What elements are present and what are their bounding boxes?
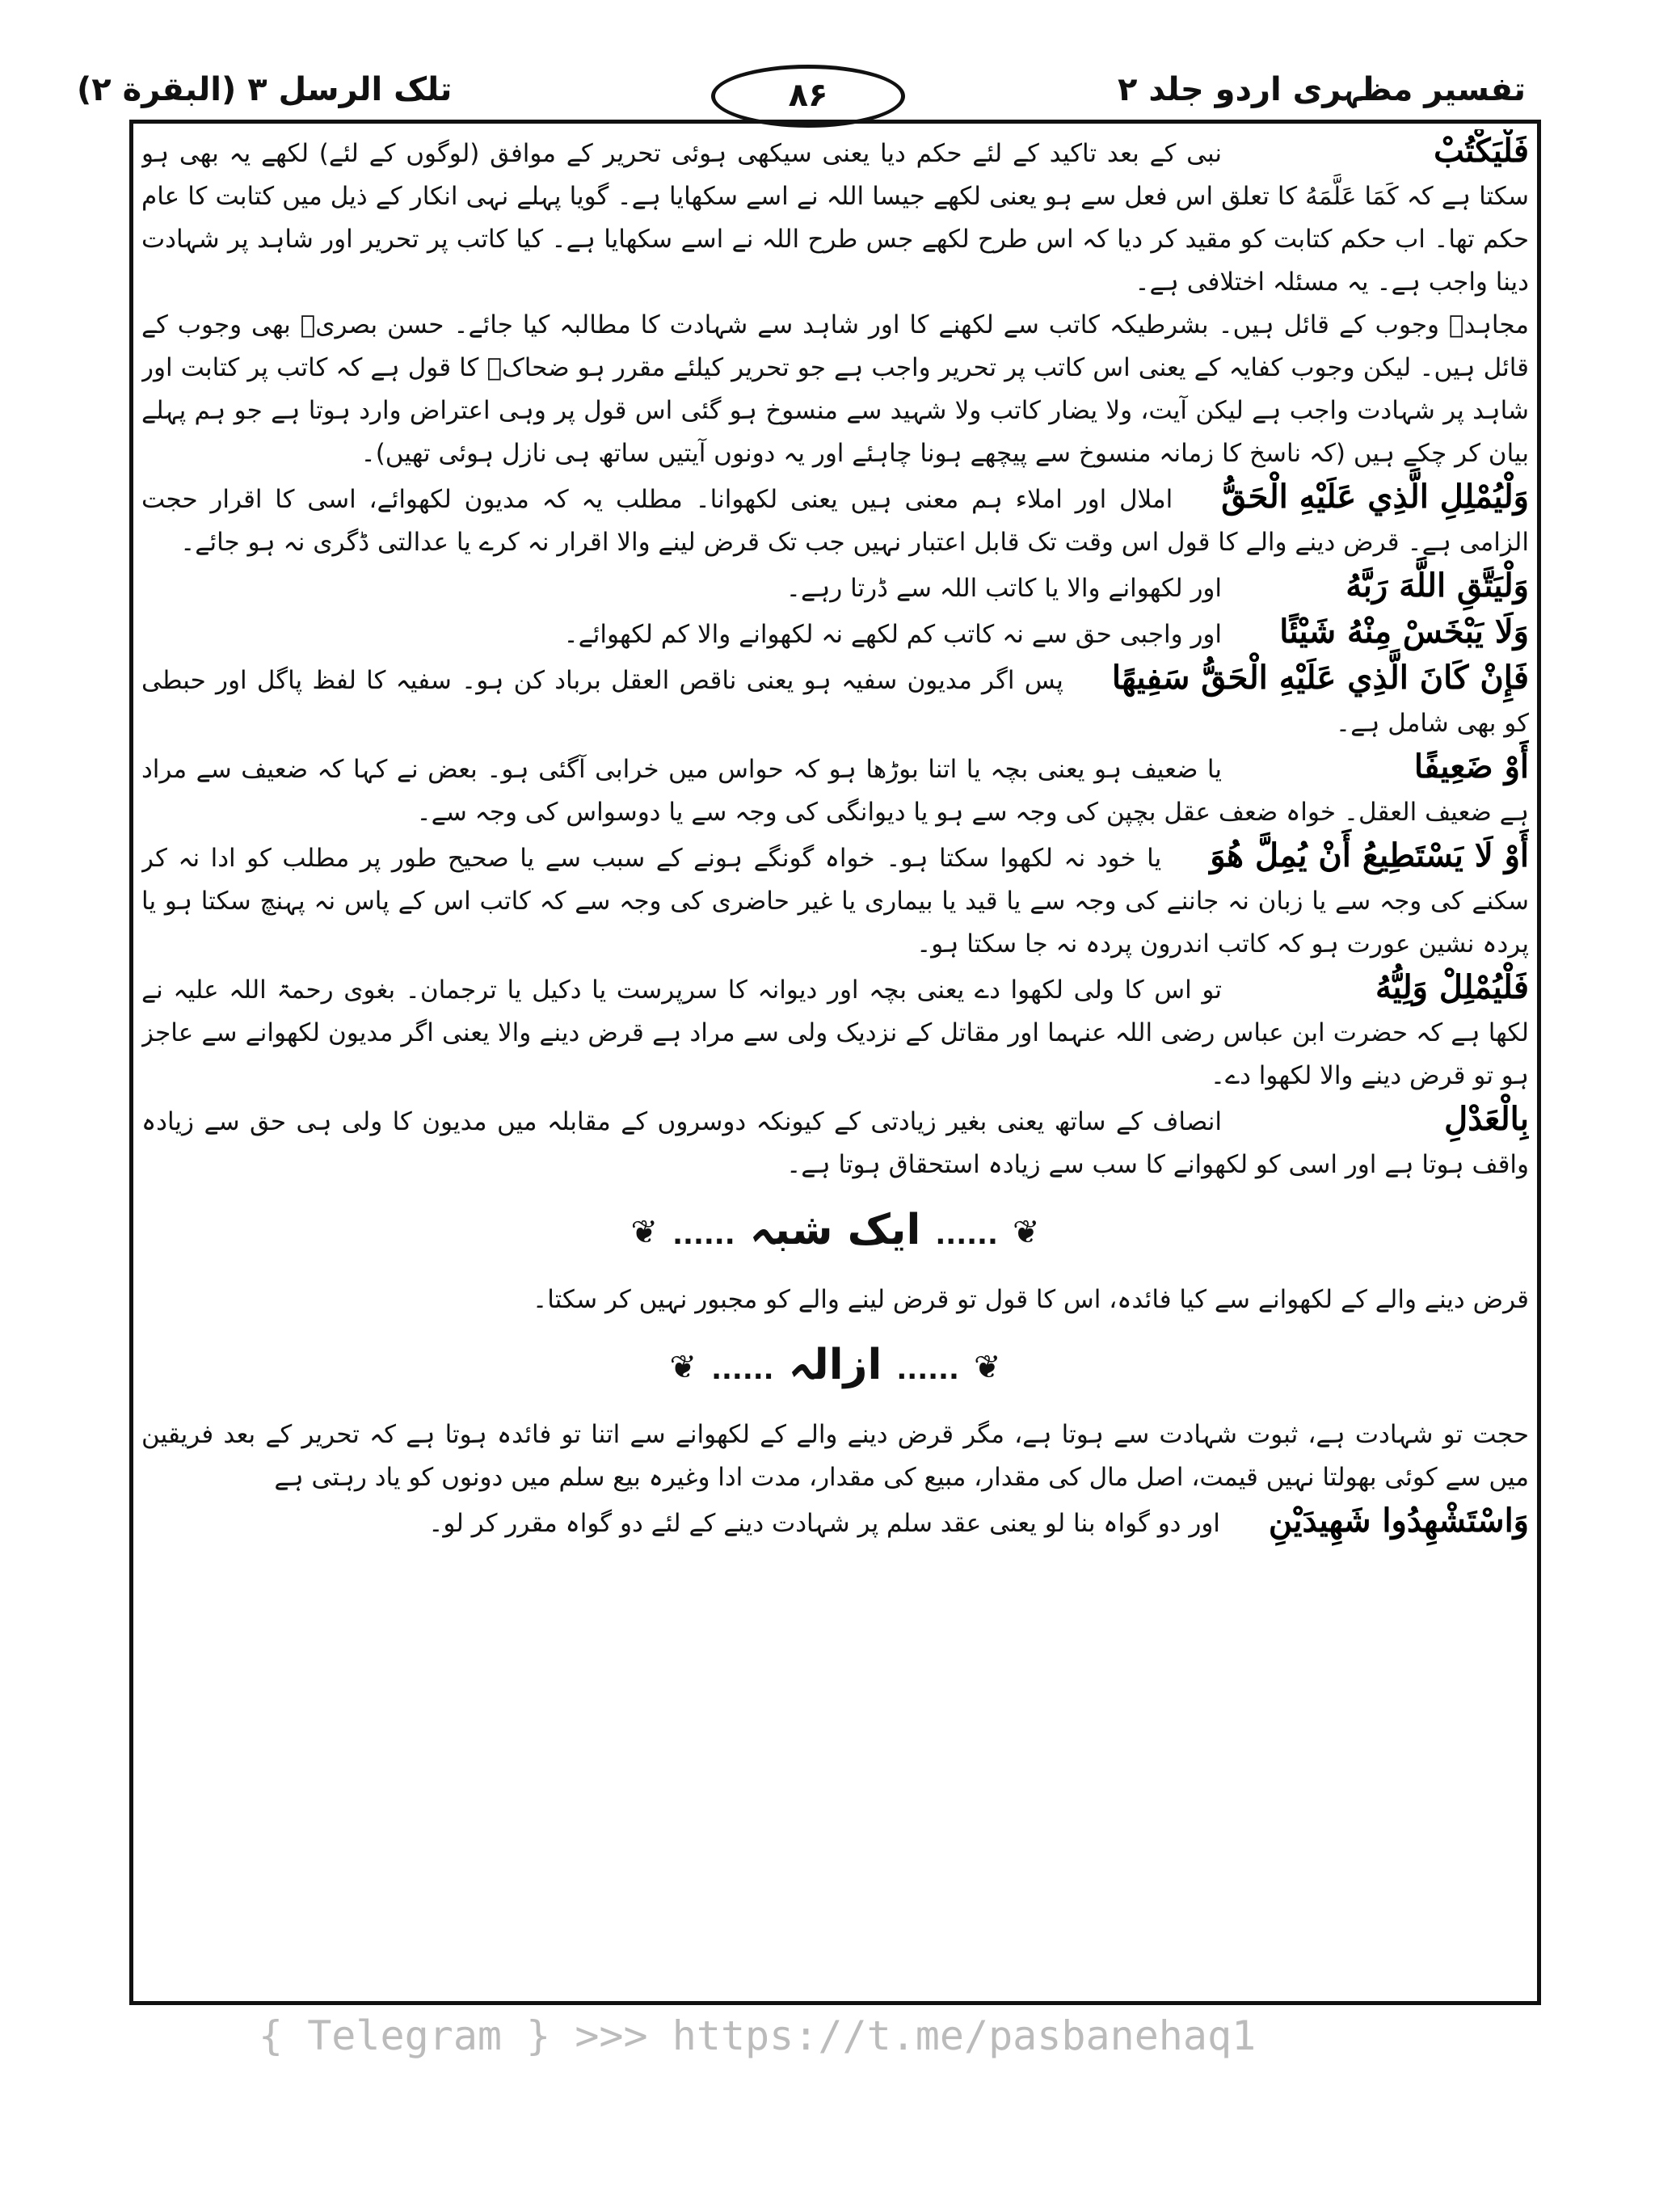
quranic-phrase: وَلَا يَبْخَسْ مِنْهُ شَيْئًا bbox=[1279, 613, 1529, 651]
paragraph bbox=[141, 564, 1529, 610]
book-title-header: تفسیر مظہری اردو جلد ۲ bbox=[1118, 71, 1526, 108]
paragraph-text: اور لکھوانے والا یا کاتب اللہ سے ڈرتا رہے۔ bbox=[785, 574, 1222, 603]
paragraph bbox=[141, 1098, 1529, 1186]
paragraph-text: مجاہدؒ وجوب کے قائل ہیں۔ بشرطیکہ کاتب سے لکھنے کا اور شاہد سے شہادت کا مطالبہ کیا جائے۔ حسن بصریؒ بھی وجوب کے قائل ہیں۔ لیکن وجوب کفایہ کے یعنی اس کاتب پر تحریر واجب ہے جو تحریر کیلئے مقرر ہو ضحاکؒ کا قول ہے کہ کاتب پر کتابت اور شاہد پر شہادت واجب ہے لیکن آیت، ولا یضار کاتب ولا شہید سے منسوخ ہو گئی اس قول پر وہی اعتراض وارد ہوتا ہے جو ہم پہلے بیان کر چکے ہیں (کہ ناسخ کا زمانہ منسوخ سے پیچھے ہونا چاہئے اور یہ دونوں آیتیں ساتھ ہی نازل ہوئی تھیں)۔ bbox=[141, 310, 1529, 468]
paragraph bbox=[141, 610, 1529, 656]
paragraph-text: یا خود نہ لکھوا سکتا ہو۔ خواہ گونگے ہونے کے سبب سے یا صحیح طور پر مطلب کو ادا نہ کر سکنے کی وجہ سے یا زبان نہ جاننے کی وجہ سے یا قید یا بیماری یا غیر حاضری کی وجہ سے کہ کاتب اس کے پاس نہ پہنچ سکتا ہو یا پردہ نشین عورت ہو کہ کاتب اندرون پردہ نہ جا سکتا ہو۔ bbox=[141, 844, 1529, 959]
paragraph bbox=[141, 1499, 1529, 1545]
paragraph bbox=[141, 834, 1529, 966]
page-content bbox=[141, 129, 1529, 1996]
quranic-phrase: فَإِنْ كَانَ الَّذِي عَلَيْهِ الْحَقُّ سَفِيهًا bbox=[1111, 659, 1529, 697]
paragraph-text: انصاف کے ساتھ یعنی بغیر زیادتی کے کیونکہ دوسروں کے مقابلہ میں مدیون کا ولی ہی حق سے زیادہ واقف ہوتا ہے اور اسی کو لکھوانے کا سب سے زیادہ استحقاق ہوتا ہے۔ bbox=[141, 1107, 1529, 1179]
paragraph-text: پس اگر مدیون سفیہ ہو یعنی ناقص العقل برباد کن ہو۔ سفیہ کا لفظ پاگل اور حبطی کو بھی شامل ہے۔ bbox=[141, 666, 1529, 738]
quranic-phrase: فَلْيُمْلِلْ وَلِيُّهُ bbox=[1375, 968, 1529, 1006]
quranic-phrase: فَلْيَكْتُبْ bbox=[1434, 132, 1529, 170]
telegram-watermark: { Telegram } >>> https://t.me/pasbanehaq1 bbox=[259, 2012, 1257, 2059]
quranic-phrase: وَاسْتَشْهِدُوا شَهِيدَيْنِ bbox=[1268, 1502, 1529, 1540]
ornament-icon: ❦ bbox=[974, 1349, 1001, 1386]
paragraph bbox=[141, 304, 1529, 475]
resolution-text: حجت تو شہادت ہے، ثبوت شہادت سے ہوتا ہے، مگر قرض دینے والے کے لکھوانے سے اتنا تو فائدہ ہوتا ہے کہ تحریر کے بعد فریقین میں سے کوئی بھولتا نہیں قیمت، اصل مال کی مقدار، مبیع کی مقدار، مدت ادا وغیرہ بیع سلم میں دونوں کو یاد رہتی ہے bbox=[141, 1420, 1529, 1492]
ornament-icon: ❦ bbox=[1012, 1214, 1040, 1251]
paragraph bbox=[141, 129, 1529, 304]
paragraph bbox=[141, 966, 1529, 1098]
heading-dots: ...... bbox=[672, 1219, 735, 1251]
paragraph bbox=[141, 745, 1529, 834]
objection-heading bbox=[141, 1193, 1529, 1272]
paragraph bbox=[141, 475, 1529, 564]
heading-dots: ...... bbox=[935, 1219, 998, 1251]
paragraph-text: تو اس کا ولی لکھوا دے یعنی بچہ اور دیوانہ کا سرپرست یا دکیل یا ترجمان۔ بغوی رحمۃ اللہ علیہ نے لکھا ہے کہ حضرت ابن عباس رضی اللہ عنہما اور مقاتل کے نزدیک ولی سے مراد ہے قرض دینے والا یعنی اگر مدیون لکھوانے سے عاجز ہو تو قرض دینے والا لکھوا دے۔ bbox=[141, 975, 1529, 1090]
ornament-icon: ❦ bbox=[669, 1349, 697, 1386]
resolution-heading bbox=[141, 1328, 1529, 1407]
chapter-title-header: تلک الرسل ۳ (البقرة ۲) bbox=[77, 71, 453, 108]
quranic-phrase: أَوْ لَا يَسْتَطِيعُ أَنْ يُمِلَّ هُوَ bbox=[1210, 836, 1529, 874]
quranic-phrase: وَلْيَتَّقِ اللَّهَ رَبَّهُ bbox=[1345, 567, 1529, 605]
paragraph bbox=[141, 656, 1529, 745]
heading-dots: ...... bbox=[711, 1354, 774, 1386]
quranic-phrase: أَوْ ضَعِيفًا bbox=[1413, 748, 1529, 786]
objection-title: ایک شبہ bbox=[749, 1206, 921, 1254]
resolution-title: ازالہ bbox=[788, 1341, 882, 1389]
objection-text: قرض دینے والے کے لکھوانے سے کیا فائدہ، اس کا قول تو قرض لینے والے کو مجبور نہیں کر سکتا۔ bbox=[533, 1285, 1529, 1314]
paragraph-text: یا ضعیف ہو یعنی بچہ یا اتنا بوڑھا ہو کہ حواس میں خرابی آگئی ہو۔ بعض نے کہا کہ ضعیف سے مراد ہے ضعیف العقل۔ خواہ ضعف عقل بچپن کی وجہ سے ہو یا دیوانگی کی وجہ سے یا دوسواس کی وجہ سے۔ bbox=[141, 755, 1529, 827]
paragraph-text: اور واجبی حق سے نہ کاتب کم لکھے نہ لکھوانے والا کم لکھوائے۔ bbox=[563, 620, 1222, 649]
paragraph-text: نبی کے بعد تاکید کے لئے حکم دیا یعنی سیکھی ہوئی تحریر کے موافق (لوگوں کے لئے) لکھے یہ بھی ہو سکتا ہے کہ کَمَا عَلَّمَهُ کا تعلق اس فعل سے ہو یعنی لکھے جیسا اللہ نے اسے سکھایا ہے۔ گویا پہلے نہی انکار کے ذیل میں کتابت کا عام حکم تھا۔ اب حکم کتابت کو مقید کر دیا کہ اس طرح لکھے جس طرح اللہ نے اسے سکھایا ہے۔ کیا کاتب پر تحریر اور شاہد پر شہادت دینا واجب ہے۔ یہ مسئلہ اختلافی ہے۔ bbox=[141, 139, 1529, 297]
paragraph-text: املال اور املاء ہم معنی ہیں یعنی لکھوانا۔ مطلب یہ کہ مدیون لکھوائے، اسی کا اقرار حجت الزامی ہے۔ قرض دینے والے کا قول اس وقت تک قابل اعتبار نہیں جب تک قرض لینے والا اقرار نہ کرے یا عدالتی ڈگری نہ ہو جائے۔ bbox=[141, 485, 1529, 557]
ornament-icon: ❦ bbox=[630, 1214, 659, 1251]
quranic-phrase: بِالْعَدْلِ bbox=[1444, 1100, 1529, 1138]
paragraph-text: اور دو گواہ بنا لو یعنی عقد سلم پر شہادت دینے کے لئے دو گواہ مقرر کر لو۔ bbox=[428, 1509, 1220, 1538]
quranic-phrase: وَلْيُمْلِلِ الَّذِي عَلَيْهِ الْحَقُّ bbox=[1221, 478, 1529, 516]
page-number: ۸۶ bbox=[711, 65, 905, 128]
heading-dots: ...... bbox=[896, 1354, 959, 1386]
